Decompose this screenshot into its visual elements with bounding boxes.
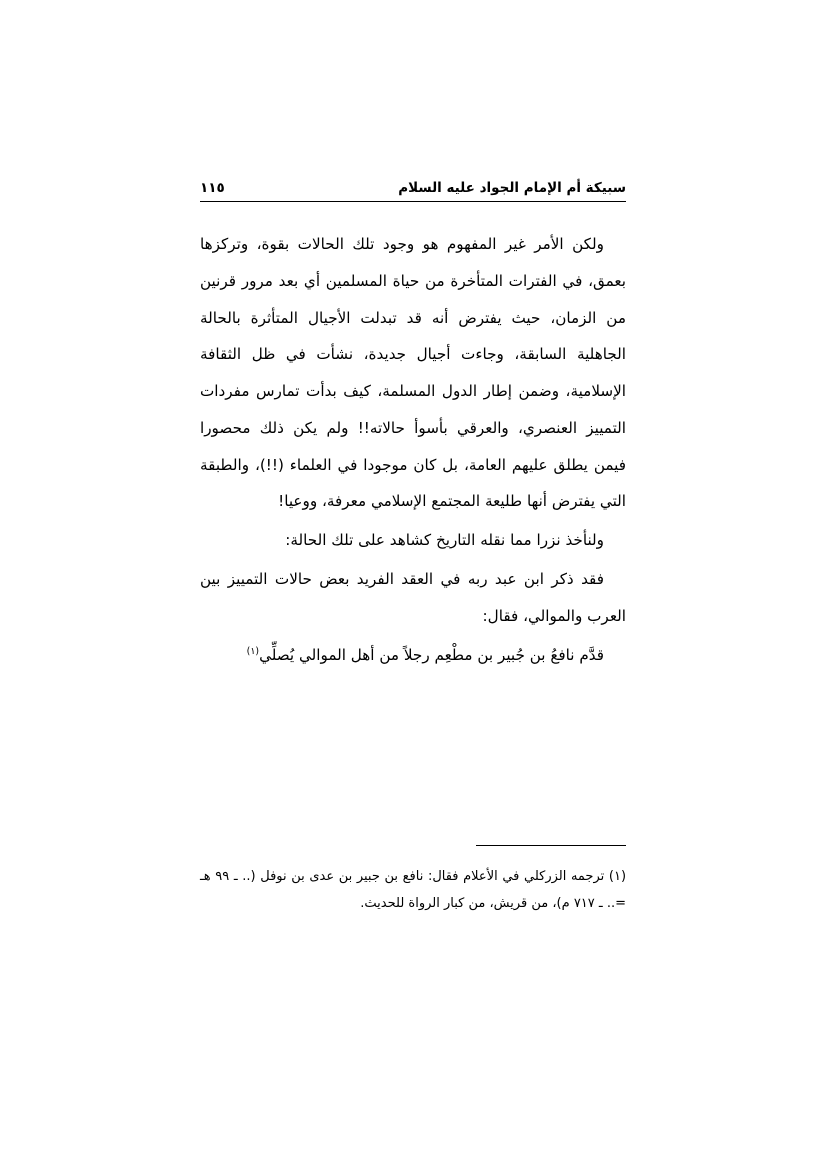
footnote-separator-rule <box>476 845 626 846</box>
paragraph-3: فقد ذكر ابن عبد ربه في العقد الفريد بعض حالات التمييز بين العرب والموالي، فقال: <box>200 570 626 625</box>
paragraph-4-text: قدَّم نافعُ بن جُبير بن مطْعِم رجلاً من أهل الموالي يُصلِّي <box>259 645 604 664</box>
paragraph-4 <box>200 637 626 674</box>
footnote-1: (١) ترجمه الزركلي في الأعلام فقال: نافع بن جبير بن عدى بن نوفل (.. ـ ٩٩ هـ =.. ـ ٧١٧ م)، من قريش، من كبار الرواة للحديث. <box>200 869 627 911</box>
footnote-reference-marker: (١) <box>246 645 260 657</box>
paragraph-1: ولكن الأمر غير المفهوم هو وجود تلك الحالات بقوة، وتركزها بعمق، في الفترات المتأخرة من حياة المسلمين أي بعد مرور قرنين من الزمان، حيث يفترض أنه قد تبدلت الأجيال المتأثرة بالحالة الجاهلية السابقة، وجاءت أجيال جديدة، نشأت في ظل الثقافة الإسلامية، وضمن إطار الدول المسلمة، كيف بدأت تمارس مفردات التمييز العنصري، والعرقي بأسوأ حالاته!! ولم يكن ذلك محصورا فيمن يطلق عليهم العامة، بل كان موجودا في العلماء (!!)، والطبقة التي يفترض أنها طليعة المجتمع الإسلامي معرفة، ووعيا! <box>200 235 626 511</box>
paragraph-2: ولنأخذ نزرا مما نقله التاريخ كشاهد على تلك الحالة: <box>285 531 604 550</box>
running-header <box>200 180 626 202</box>
page-content <box>200 180 626 673</box>
footnote-area <box>200 845 626 917</box>
page-number: ١١٥ <box>200 180 225 196</box>
body-text <box>200 226 626 673</box>
header-book-title: سبيكة أم الإمام الجواد عليه السلام <box>398 180 626 196</box>
